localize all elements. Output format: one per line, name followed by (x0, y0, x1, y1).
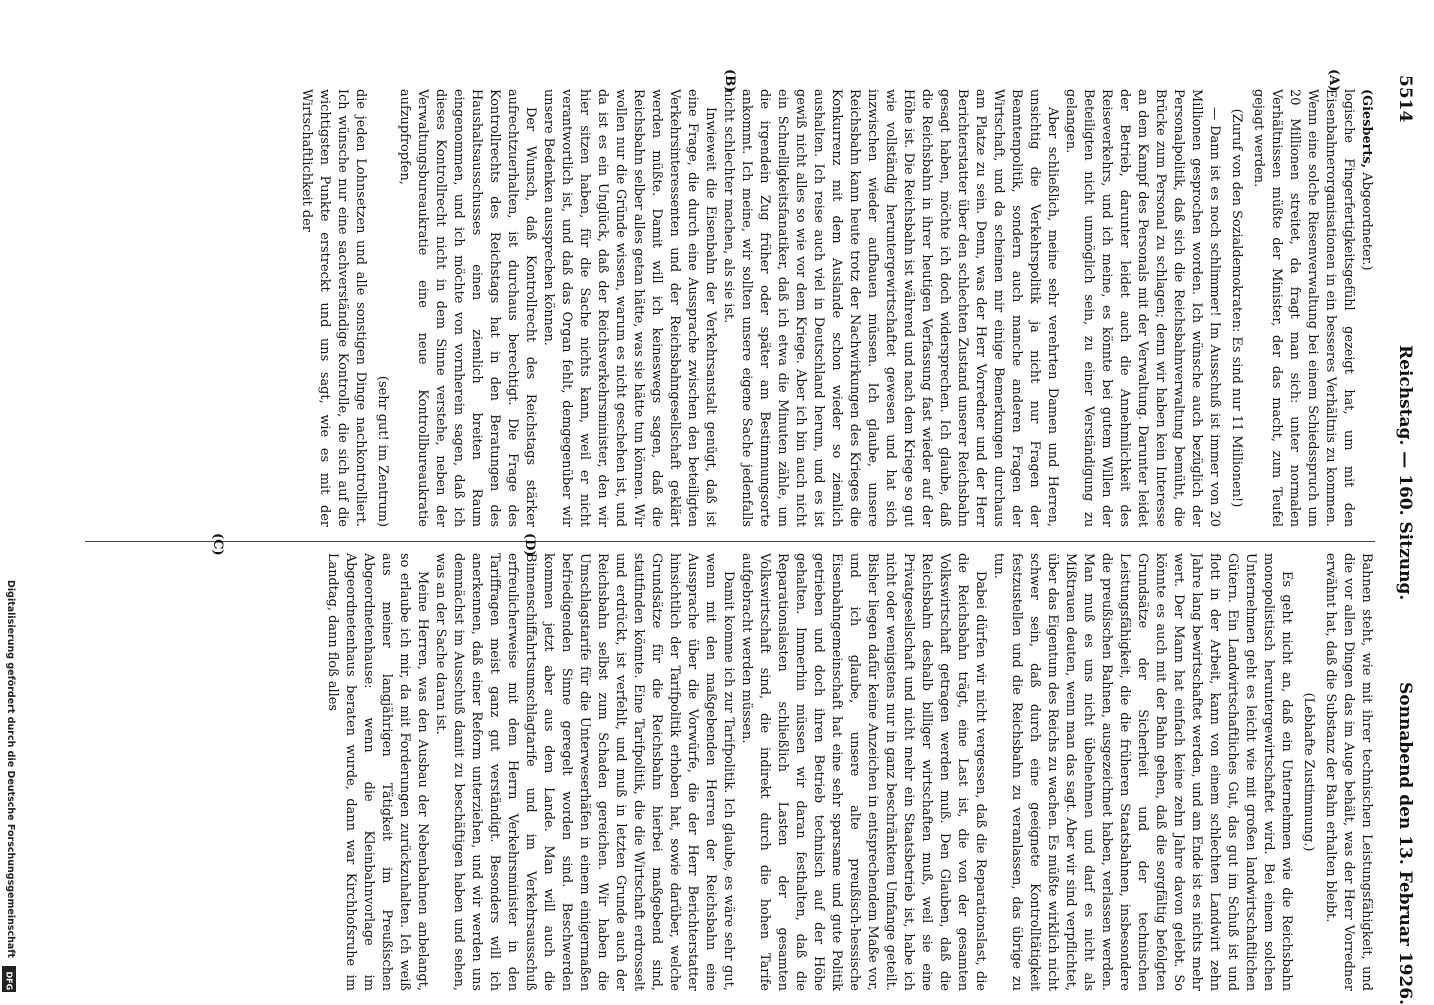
dfg-logo-text: DFG (4, 971, 14, 991)
paragraph: — Dann ist es noch schlimmer! Im Ausschuß ist immer von 20 Millionen gesprochen worden. Ich wünsche auch bezüglich der Personalpolitik, daß sich die Reichsbahnverwaltung bemüht, die Brücke zum Personal zu schlagen; denn wir haben kein Interesse an dem Kampf des Personals mit der Verwaltung. Darunter leidet der Betrieb, darunter leidet auch die Annehmlichkeit des Reiseverkehrs, und ich meine, es könnte bei gutem Willen der Beteiligten nicht unmöglich sein, zu einer Verständigung zu gelangen. (1063, 89, 1222, 527)
paragraph: Der Wunsch, daß Kontrollrecht des Reichstags stärker aufrechtzuerhalten, ist durchaus berechtigt. Die Frage des Kontrollrechts des Reichstags hat in den Beratungen des Haushaltsausschusses einen ziemlich breiten Raum eingenommen, und ich möchte von vornherein sagen, daß ich dieses Kontrollrecht nicht in dem Sinne verstehe, neben der Verwaltungsbureaukratie eine neue Kontrollbureaukratie aufzupfropfen, (397, 89, 538, 527)
paragraph: Meine Herren, was den Ausbau der Nebenbahnen anbelangt, so erlaube ich mir, da mit Forderungen zurückzuhalten. Ich weiß aus meiner langjährigen Tätigkeit im Preußischen Abgeordnetenhause: wenn die Kleinbahnvorlage im Abgeordnetenhaus beraten wurde, dann war Kirchhofsruhe im Landtag, dann floß alles (325, 553, 430, 991)
speaker-line (1357, 89, 1375, 527)
paragraph: logische Fingerfertigkeitsgefühl gezeigt hat, um mit den Eisenbahnerorganisationen in ein besseres Verhältnis zu kommen. Wenn eine solche Riesenverwaltung bei einem Schiedsspruch um 20 Millionen streitet, da fragt man sich: unter normalen Verhältnissen müßte der Minister, der das macht, zum Teufel gejagt werden. (1251, 89, 1356, 527)
paragraph: Dabei dürfen wir nicht vergessen, daß die Reparationslast, die die Reichsbahn trägt, eine Last ist, die von der gesamten Volkswirtschaft getragen werden muß. Den Glauben, daß die Reichsbahn deshalb billiger wirtschaften muß, weil sie eine Privatgesellschaft und nicht mehr ein Staatsbetrieb ist, habe ich nicht oder wenigstens nur in ganz beschränktem Umfange geteilt. Bisher liegen dafür keine Anzeichen in entsprechendem Maße vor, und ich glaube, unsere alte preußisch-hessische Eisenbahngemeinschaft hat eine sehr sparsame und gute Politik getrieben und doch ihren Betrieb technisch auf der Höhe gehalten. Immerhin müssen wir daran festhalten, daß die Reparationslasten schließlich Lasten der gesamten Volkswirtschaft sind, die indirekt durch die hohen Tarife aufgebracht werden müssen. (739, 553, 988, 991)
paragraph: Inwieweit die Eisenbahn der Verkehrsanstalt genügt, daß ist eine Frage, die durch eine Aussprache zwischen den beteiligten Verkehrsinteressenten und der Reichsbahngesellschaft geklärt werden müßte. Damit will ich keineswegs sagen, daß die Reichsbahn selber alles getan hätte, was sie hätte tun können. Wir wollen nur die Gründe wissen, warum es nicht geschehen ist, und da ist es ein Unglück, daß der Reichsverkehrsminister, den wir hier sitzen haben, für die Sache nichts kann, weil er nicht verantwortlich ist, und daß das Organ fehlt, demgegenüber wir unsere Bedenken aussprechen können. (541, 89, 718, 527)
session-title: Reichstag. — 160. Sitzung. (1395, 345, 1415, 601)
column-divider (85, 541, 1375, 542)
rotated-document-page (77, 69, 1417, 1005)
speaker-name: (Giesberts, (1359, 89, 1374, 169)
session-date: Sonnabend den 13. Februar 1926. (1395, 682, 1415, 1005)
paragraph: Damit komme ich zur Tarifpolitik. Ich glaube, es wäre sehr gut, wenn mit den maßgebenden Herren der Reichsbahn eine Aussprache über die Vorwürfe, die der Herr Berichterstatter hinsichtlich der Tarifpolitik erhoben hat, sowie darüber, welche Grundsätze für die Reichsbahn hierbei maßgebend sind, stattfinden könnte. Eine Tarifpolitik, die die Wirtschaft erdrosselt und erdrückt, ist verfehlt, und muß in letzten Grunde auch der Reichsbahn selbst zum Schaden gereichen. Wir haben die Umschlagstarife für die Unterweserhäfen in einem einigermaßen befriedigenden Sinne geregelt worden sind. Beschwerden kommen jetzt aber aus dem Lande. Man will auch die Binnenschiffahrtsumschlagtarife und im Verkehrsausschuß erfreulicherweise mit dem Herrn Verkehrsminister in den Tariffragen meist ganz gut verständigt. Besonders will ich anerkennen, daß einer Reform unterziehen, und wir werden uns demnächst im Ausschuß damit zu beschäftigen haben und sehen, was an der Sache daran ist. (433, 553, 736, 991)
interjection: (sehr gut! im Zentrum) (375, 375, 390, 527)
interjection: (Zuruf von den Sozialdemokraten: Es sind nur 11 Millionen!) (1229, 108, 1244, 508)
paragraph: die jeden Lohnsetzen und alle sonstigen Dinge nachkontrolliert. Ich wünsche nur eine sachverständige Kontrolle, die sich auf die wichtigsten Punkte erstreckt und uns sagt, wie es mit der Wirtschaftlichkeit der (299, 89, 368, 527)
paragraph: Bahnen steht, wie mit ihrer technischen Leistungsfähigkeit, und die vor allen Dingen das im Auge behält, was der Herr Vorredner erwähnt hat, daß die Substanz der Bahn erhalten bleibt. (1323, 553, 1374, 991)
digitization-note (4, 580, 18, 990)
margin-letter-a: (A) (1326, 69, 1341, 92)
interjection: (Lebhafte Zustimmung.) (1301, 692, 1316, 852)
margin-letter-c: (C) (210, 533, 225, 556)
speaker-role: Abgeordneter.) (1359, 168, 1374, 271)
left-column (85, 89, 1375, 527)
paragraph: Aber schließlich, meine sehr verehrten Damen und Herren, unsichtig die Verkehrspolitik ja nicht nur Fragen der Beamtenpolitik, sondern auch manche anderen Fragen der Wirtschaft, und da scheinen mir einige Bemerkungen durchaus am Platze zu sein. Denn, was der Herr Vorredner und der Herr Berichterstatter über den schlechten Zustand unserer Reichsbahn gesagt haben, möchte ich doch widersprechen. Ich glaube, daß die Reichsbahn in ihrer heutigen Verfassung fast wieder auf der Höhe ist. Die Reichsbahn ist während und nach dem Kriege so gut wie vollständig heruntergewirtschaftet gewesen und hat sich inzwischen wieder aufbauen müssen. Ich glaube, unsere Reichsbahn kann heute trotz der Nachwirkungen des Krieges die Konkurrenz mit dem Auslande schon wieder so ziemlich aushalten. Ich reise auch viel in Deutschland herum, und es ist gewiß nicht alles so wie vor dem Kriege. Aber ich bin auch nicht ein Schnelligkeitsfanatiker, daß ich etwa die Minuten zähle, um die irgendein Zug früher oder später am Bestimmungsorte ankommt. Ich meine, wir sollten unsere eigene Sache jedenfalls nicht schlechter machen, als sie ist. (721, 89, 1060, 527)
page-number: 5514 (1395, 75, 1415, 123)
right-column (85, 553, 1375, 991)
margin-letter-b: (B) (722, 69, 737, 93)
page-header (1387, 75, 1417, 1005)
dfg-logo-icon (2, 966, 16, 992)
paragraph: Es geht nicht an, daß ein Unternehmen wie die Reichsbahn monopolistisch heruntergewirtschaftet wird. Bei einem solchen Unternehmen geht es leicht wie mit großen landwirtschaftlichen Gütern. Ein Landwirtschaftliches Gut, das gut im Schuß ist und flott in der Arbeit, kann von einem schlechten Landwirt zehn Jahre lang bewirtschaftet werden, und am Ende ist es nichts mehr wert. Der Mann hat einfach keine zehn Jahre davon gelebt. So könnte es auch mit der Bahn gehen, daß die sorgfältig befolgten Grundsätze der Sicherheit und der technischen Leistungsfähigkeit, die die früheren Staatsbahnen, insbesondere die preußischen Bahnen, ausgezeichnet haben, verlassen werden. Man muß es uns nicht übelnehmen und darf es nicht als Mißtrauen deuten, wenn man das sagt. Aber wir sind verpflichtet, über das Eigentum des Reichs zu wachen. Es müßte wirklich nicht schwer sein, daß durch eine geeignete Kontrolltätigkeit festzustellen und die Reichsbahn zu veranlassen, das übrige zu tun. (991, 553, 1294, 991)
digitization-note-text: Digitalisierung gefördert durch die Deutsche Forschungsgemeinschaft (5, 580, 16, 958)
margin-letter-d: (D) (522, 533, 537, 557)
